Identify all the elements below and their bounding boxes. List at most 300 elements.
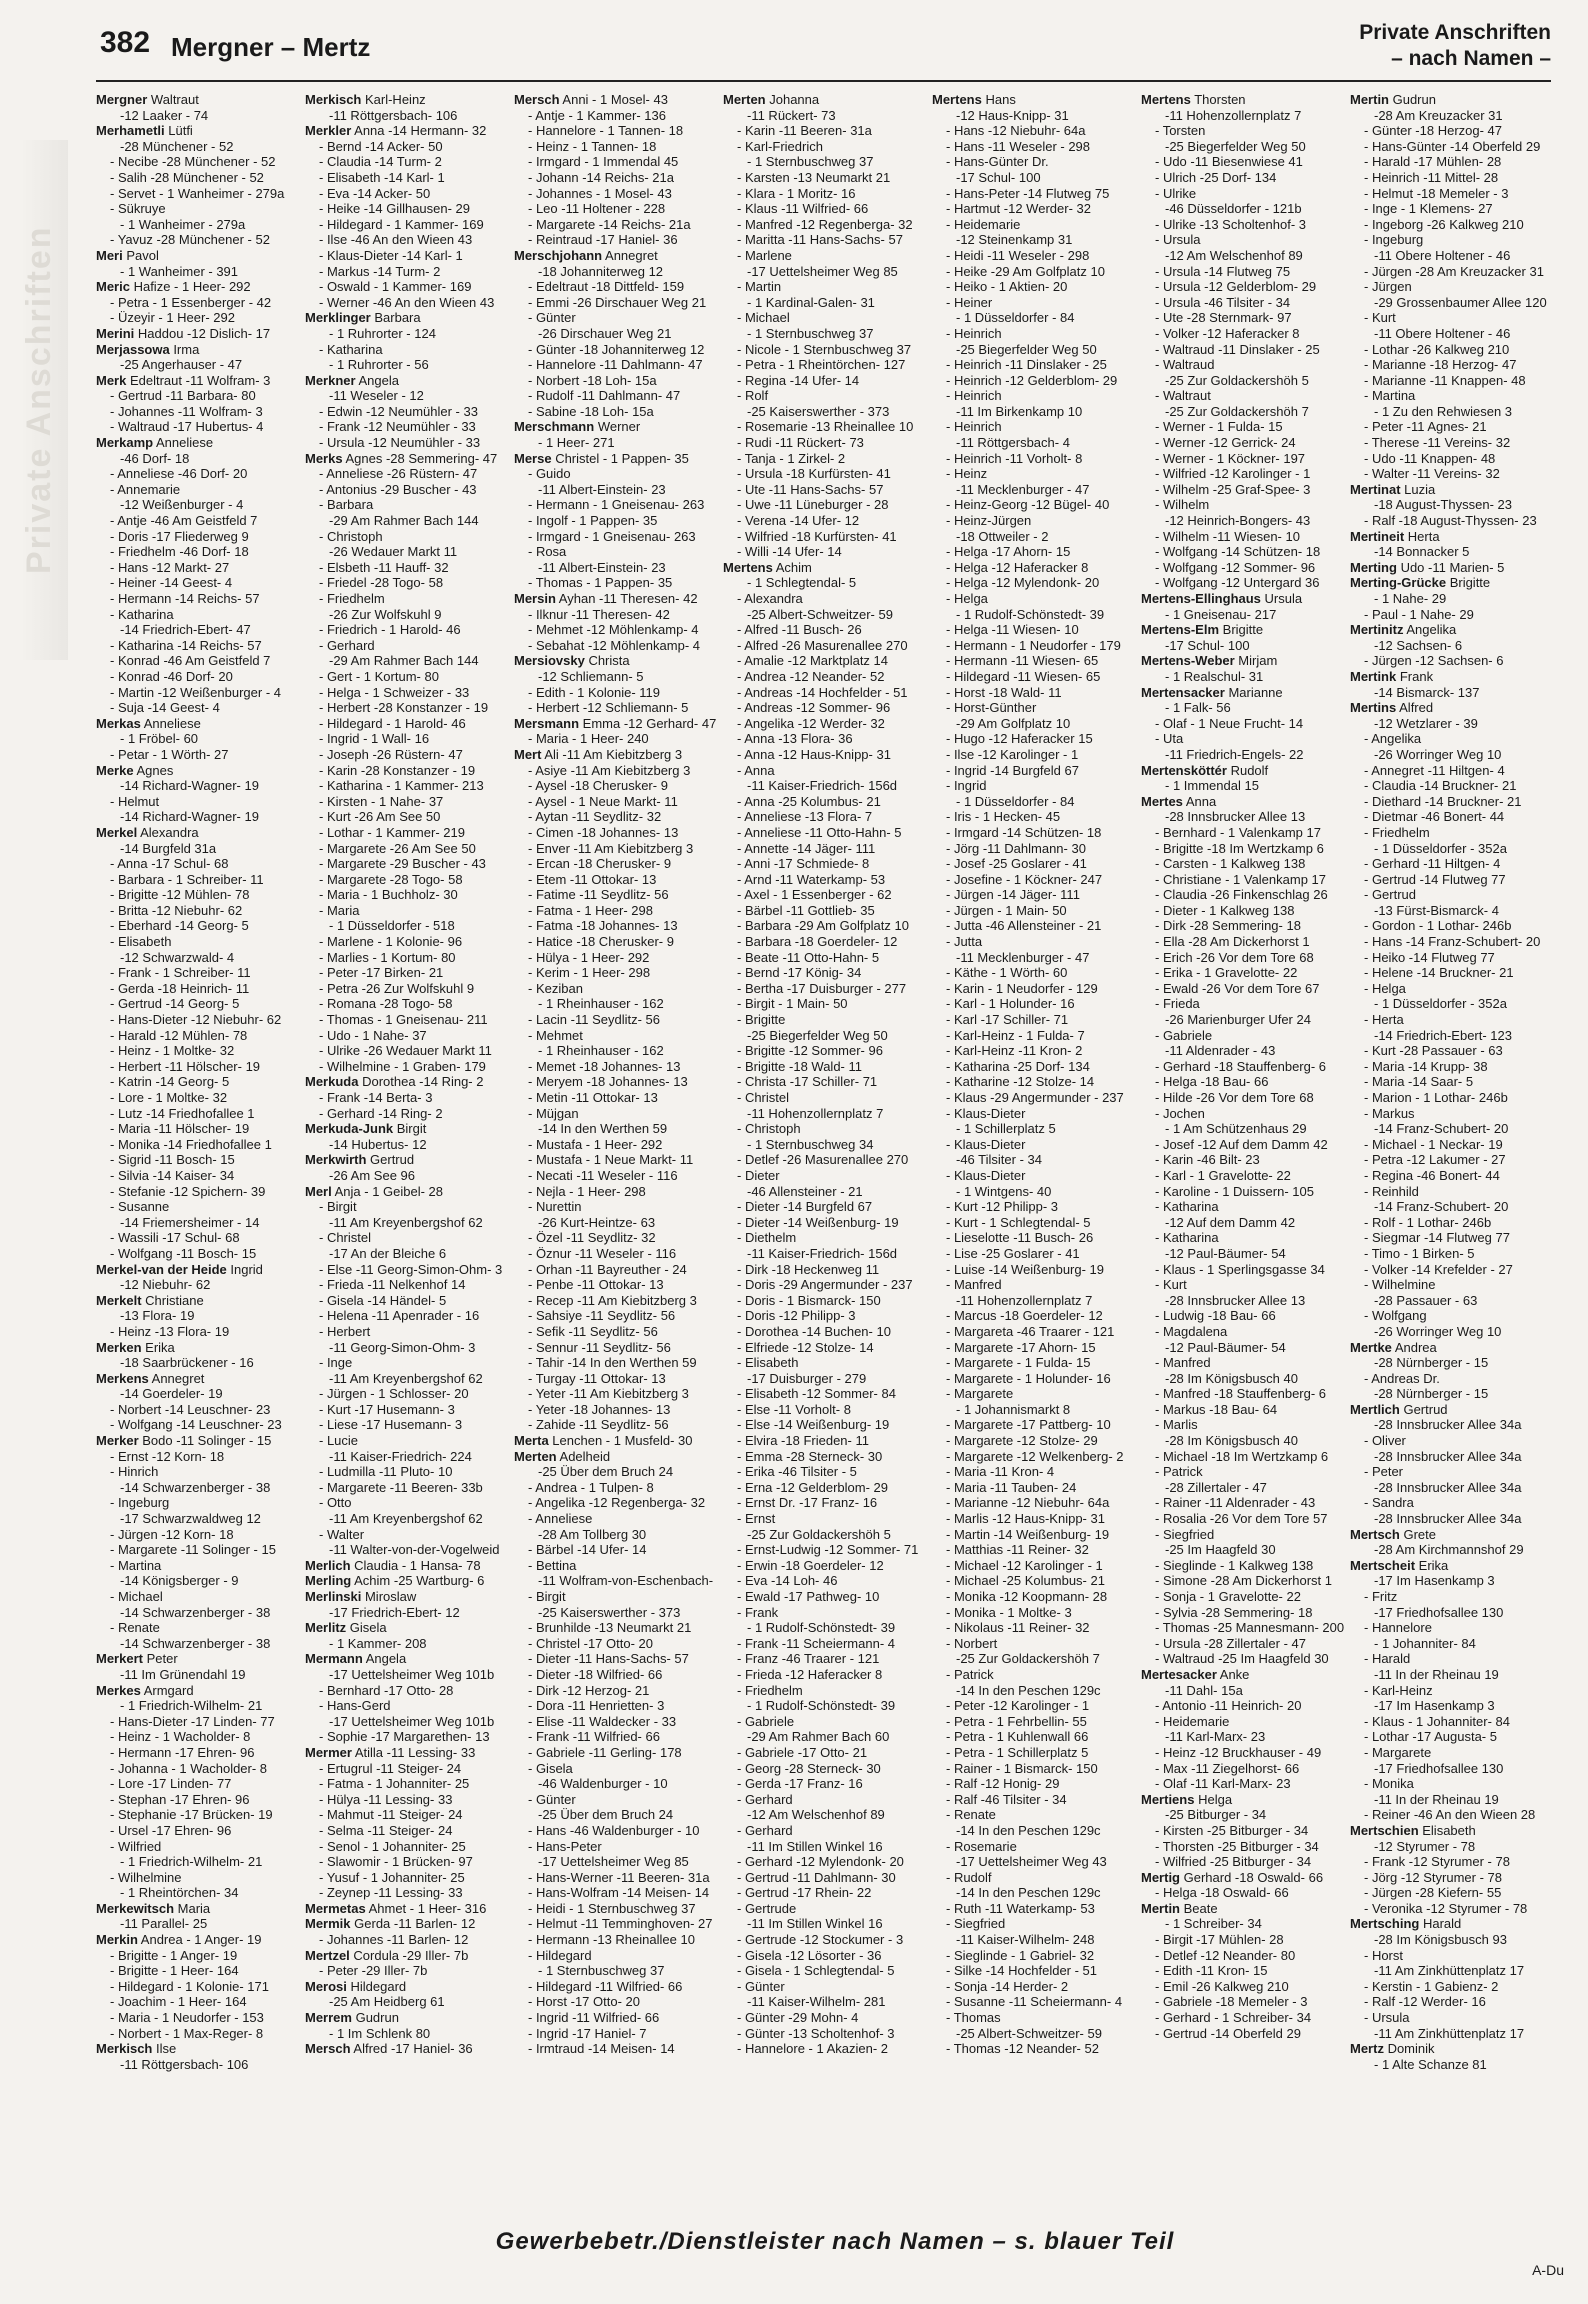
directory-entry: - Edwin -12 Neumühler - 33 — [319, 403, 478, 419]
directory-entry: - Heiner -14 Geest- 4 — [110, 575, 233, 591]
surname: Mertens — [1141, 92, 1191, 107]
directory-entry: - Lothar - 1 Kammer- 219 — [319, 824, 465, 840]
directory-entry: - Cimen -18 Johannes- 13 — [528, 824, 679, 840]
directory-entry-surname — [305, 2010, 510, 2026]
directory-entry-address: - 1 Heer- 271 — [538, 435, 615, 451]
directory-entry-address: -25 Albert-Schweitzer- 59 — [956, 2025, 1102, 2041]
directory-entry: - Christiane - 1 Valenkamp 17 — [1155, 871, 1327, 887]
directory-entry: - Helmut -11 Temminghoven- 27 — [528, 1916, 713, 1932]
spine-tab: Private Anschriften — [20, 140, 68, 660]
directory-entry-address: -14 Friedrich-Ebert- 47 — [120, 622, 251, 638]
directory-entry-address: - 1 Ruhrorter - 124 — [329, 325, 436, 341]
directory-entry: - Mehmet -12 Möhlenkamp- 4 — [528, 622, 699, 638]
surname: Merkens — [96, 1370, 149, 1386]
directory-entry-address: -11 Am Kreyenbergshof 62 — [329, 1370, 483, 1386]
directory-entry: - Udo - 1 Nahe- 37 — [319, 1027, 427, 1043]
directory-entry: - Maria - 1 Neudorfer - 153 — [110, 2010, 264, 2026]
directory-entry: - Ercan -18 Cherusker- 9 — [528, 856, 672, 872]
directory-entry: - Horst -17 Otto- 20 — [528, 1994, 640, 2010]
directory-entry-surname — [96, 123, 301, 139]
directory-entry: - Brigitte — [737, 1012, 786, 1028]
directory-entry-address: -12 Paul-Bäumer- 54 — [1165, 1245, 1286, 1261]
surname: Mersch — [305, 2041, 351, 2057]
directory-entry-address: -28 Innsbrucker Allee 13 — [1165, 1292, 1306, 1308]
directory-entry-address: -28 Zillertaler - 47 — [1165, 1479, 1267, 1495]
directory-entry: - Ernst — [737, 1511, 776, 1527]
directory-entry-address: -11 Parallel- 25 — [120, 1916, 208, 1932]
entry-detail: Barbara — [370, 310, 421, 326]
directory-entry: - Memet -18 Johannes- 13 — [528, 1058, 681, 1074]
directory-entry: - Gertrud -17 Rhein- 22 — [737, 1885, 872, 1901]
surname: Merkewitsch — [96, 1900, 175, 1916]
directory-entry-address: -26 Worringer Weg 10 — [1374, 746, 1502, 762]
directory-entry: - Hugo -12 Haferacker 15 — [946, 731, 1093, 747]
directory-entry: - Brigitte -18 Im Wertzkamp 6 — [1155, 840, 1324, 856]
entry-detail: Dominik — [1383, 2041, 1435, 2057]
directory-entry: - Hans-Werner -11 Beeren- 31a — [528, 1869, 710, 1885]
directory-entry-address: -12 Paul-Bäumer- 54 — [1165, 1339, 1286, 1355]
entry-detail: Cordula -29 Iller- 7b — [349, 1947, 469, 1963]
directory-entry: - Sandra — [1364, 1495, 1414, 1511]
directory-entry: - Joseph -26 Rüstern- 47 — [319, 746, 463, 762]
directory-entry-address: -17 An der Bleiche 6 — [329, 1245, 447, 1261]
directory-entry-surname — [1350, 1527, 1551, 1543]
directory-entry: - Irmgard - 1 Immendal 45 — [528, 154, 679, 170]
directory-entry-address: - 1 Johannismarkt 8 — [956, 1401, 1071, 1417]
directory-entry-address: -26 Wedauer Markt 11 — [329, 544, 458, 560]
directory-entry: - Ingrid -11 Wilfried- 66 — [528, 2010, 660, 2026]
directory-entry: - Gerhard -12 Mylendonk- 20 — [737, 1854, 904, 1870]
surname: Merta — [514, 1433, 549, 1449]
directory-entry: - Rosemarie — [946, 1838, 1017, 1854]
directory-entry-surname — [1141, 794, 1346, 810]
directory-entry-address: -14 In den Peschen 129c — [956, 1885, 1101, 1901]
directory-entry: - Jürgen -28 Kiefern- 55 — [1364, 1885, 1502, 1901]
directory-entry-address: - 1 Schillerplatz 5 — [956, 1121, 1056, 1137]
directory-entry: - Reinhild — [1364, 1183, 1419, 1199]
surname: Mermer — [305, 1744, 352, 1760]
surname: Merrem — [305, 2010, 352, 2026]
directory-entry: - Peter -29 Iller- 7b — [319, 1963, 428, 1979]
directory-entry: - Maritta -11 Hans-Sachs- 57 — [737, 232, 903, 248]
directory-entry: - Helga -12 Mylendonk- 20 — [946, 575, 1100, 591]
directory-entry-address: - 1 Immendal 15 — [1165, 778, 1259, 794]
directory-entry: - Edith -11 Kron- 15 — [1155, 1963, 1268, 1979]
directory-entry: - Inge — [319, 1355, 353, 1371]
directory-entry-address: - 1 Düsseldorfer - 84 — [956, 793, 1075, 809]
directory-entry: - Rudi -11 Rückert- 73 — [737, 435, 864, 451]
surname: Merjassowa — [96, 341, 170, 357]
directory-entry: - Brigitte - 1 Anger- 19 — [110, 1947, 238, 1963]
directory-column — [1350, 92, 1551, 2202]
surname: Merkel-van der Heide — [96, 1261, 227, 1277]
directory-entry: - Wolfgang — [1364, 1308, 1427, 1324]
directory-entry: - Ilse -12 Karolinger - 1 — [946, 746, 1079, 762]
directory-entry: - Anneliese -26 Rüstern- 47 — [319, 466, 478, 482]
directory-entry: - Ursula -28 Zillertaler - 47 — [1155, 1635, 1306, 1651]
directory-entry: - Verena -14 Ufer- 12 — [737, 513, 860, 529]
directory-entry: - Heinrich -11 Dinslaker - 25 — [946, 357, 1107, 373]
directory-entry: - Selma -11 Steiger- 24 — [319, 1822, 453, 1838]
directory-entry: - Margarete -12 Stolze- 29 — [946, 1433, 1098, 1449]
directory-entry: - Frank -14 Berta- 3 — [319, 1090, 433, 1105]
directory-entry-address: -13 Fürst-Bismarck- 4 — [1374, 902, 1499, 918]
directory-entry: - Antonio -11 Heinrich- 20 — [1155, 1698, 1302, 1714]
entry-detail: Anni - 1 Mosel- 43 — [559, 92, 668, 107]
directory-entry-address: -17 Uettelsheimer Weg 101b — [329, 1666, 495, 1682]
directory-entry: - Helga -12 Haferacker 8 — [946, 559, 1089, 575]
entry-detail: Angela — [355, 372, 399, 388]
directory-entry: - Markus -18 Bau- 64 — [1155, 1401, 1278, 1417]
entry-detail: Lenchen - 1 Musfeld- 30 — [548, 1433, 693, 1449]
directory-entry: - Gertrud — [1364, 887, 1417, 903]
directory-entry: - Siegmar -14 Flutweg 77 — [1364, 1230, 1510, 1246]
entry-detail: Brigitte — [1446, 575, 1491, 591]
directory-entry: - Sahsiye -11 Seydlitz- 56 — [528, 1308, 676, 1324]
directory-entry: - Angelika -12 Werder- 32 — [737, 715, 885, 731]
directory-entry: - Birgit -17 Mühlen- 28 — [1155, 1932, 1284, 1948]
directory-entry-surname — [305, 1573, 510, 1589]
directory-column — [723, 92, 928, 2202]
directory-entry: - Kurt -12 Philipp- 3 — [946, 1199, 1058, 1215]
directory-entry-address: - 1 Rheinhauser - 162 — [538, 996, 664, 1012]
directory-entry: - Gerhard — [319, 637, 375, 653]
directory-entry-address: -28 Am Tollberg 30 — [538, 1526, 647, 1542]
directory-entry-surname — [1141, 591, 1346, 607]
surname: Mertens — [932, 92, 982, 107]
directory-entry-address: -25 Am Heidberg 61 — [329, 1994, 445, 2010]
directory-entry-address: - 1 Kammer- 208 — [329, 1635, 427, 1651]
directory-entry: - Willi -14 Ufer- 14 — [737, 544, 842, 560]
directory-entry: - Annegret -11 Hiltgen- 4 — [1364, 762, 1505, 778]
directory-entry: - Britta -12 Niebuhr- 62 — [110, 902, 243, 918]
directory-entry: - Elisabeth — [737, 1355, 799, 1371]
directory-entry-address: -26 Marienburger Ufer 24 — [1165, 1012, 1311, 1028]
directory-entry: - Kerim - 1 Heer- 298 — [528, 965, 651, 981]
directory-entry-surname — [514, 747, 719, 763]
directory-entry-address: -11 Im Stillen Winkel 16 — [747, 1916, 883, 1932]
directory-entry: - Hans-Dieter -17 Linden- 77 — [110, 1713, 275, 1729]
surname: Merkert — [96, 1651, 143, 1667]
directory-entry: - Frieda — [1155, 996, 1200, 1012]
surname: Mertink — [1350, 668, 1397, 684]
directory-entry-address: - 1 Sternbuschweg 37 — [747, 325, 874, 341]
directory-entry-address: - 1 Rheinhauser - 162 — [538, 1043, 664, 1059]
directory-entry-address: - 1 Rudolf-Schönstedt- 39 — [747, 1620, 896, 1636]
entry-detail: Claudia - 1 Hansa- 78 — [350, 1557, 481, 1573]
directory-entry-surname — [1350, 1558, 1551, 1574]
directory-entry: - Ingrid - 1 Wall- 16 — [319, 731, 430, 747]
directory-entry: - Maria -11 Hölscher- 19 — [110, 1121, 250, 1137]
directory-entry: - Anneliese -11 Otto-Hahn- 5 — [737, 824, 902, 840]
directory-entry-surname — [96, 248, 301, 264]
directory-entry: - Dorothea -14 Buchen- 10 — [737, 1323, 891, 1339]
directory-entry: - Manfred -12 Regenberga- 32 — [737, 216, 913, 232]
directory-entry: - Petra - 1 Kuhlenwall 66 — [946, 1729, 1089, 1745]
directory-entry: - Lore - 1 Moltke- 32 — [110, 1090, 228, 1105]
surname: Meric — [96, 279, 130, 295]
directory-entry: - Monika -14 Friedhofallee 1 — [110, 1136, 272, 1152]
directory-entry: - Helene -14 Bruckner- 21 — [1364, 965, 1514, 981]
surname: Merker — [96, 1433, 139, 1449]
directory-entry: - Senol - 1 Johanniter- 25 — [319, 1838, 466, 1854]
directory-entry: - Erwin -18 Goerdeler- 12 — [737, 1557, 884, 1573]
directory-entry: - Anneliese -13 Flora- 7 — [737, 809, 873, 825]
directory-entry-surname — [1350, 1823, 1551, 1839]
directory-entry: - Klaus-Dieter — [946, 1167, 1026, 1183]
directory-entry: - Norbert - 1 Max-Reger- 8 — [110, 2025, 264, 2041]
directory-entry: - Heinz - 1 Wacholder- 8 — [110, 1729, 251, 1745]
directory-entry: - Wolfgang -14 Leuschner- 23 — [110, 1417, 282, 1433]
directory-entry: - Bernd -14 Acker- 50 — [319, 138, 443, 154]
entry-detail: Atilla -11 Lessing- 33 — [351, 1744, 476, 1760]
directory-entry-address: - 1 Rudolf-Schönstedt- 39 — [747, 1698, 896, 1714]
entry-detail: Gertrud — [366, 1152, 415, 1168]
directory-entry: - Wilfried -12 Karolinger - 1 — [1155, 466, 1311, 482]
directory-entry: - Thomas — [946, 2010, 1001, 2026]
directory-entry: - Birgit - 1 Main- 50 — [737, 996, 848, 1012]
directory-entry-address: - 1 Kardinal-Galen- 31 — [747, 294, 875, 310]
surname: Merkas — [96, 715, 141, 731]
directory-entry-address: -12 Am Welschenhof 89 — [1165, 247, 1303, 263]
directory-entry: - Gisela — [528, 1760, 573, 1776]
directory-entry: - Eva -14 Acker- 50 — [319, 185, 431, 201]
directory-entry: - Salih -28 Münchener - 52 — [110, 169, 264, 185]
directory-entry-address: -11 Weseler - 12 — [329, 388, 424, 404]
directory-entry: - Ursula -46 Tilsiter - 34 — [1155, 294, 1291, 310]
directory-entry: - Emma -28 Sterneck- 30 — [737, 1448, 883, 1464]
entry-detail: Herta — [1404, 528, 1440, 544]
directory-entry-address: -11 Röttgersbach- 106 — [120, 2056, 249, 2072]
directory-entry: - Ulrich -25 Dorf- 134 — [1155, 169, 1277, 185]
directory-entry: - Else -11 Vorholt- 8 — [737, 1401, 851, 1417]
directory-entry: - Marcus -18 Goerdeler- 12 — [946, 1308, 1103, 1324]
directory-entry: - Hermann - 1 Neudorfer - 179 — [946, 637, 1121, 653]
directory-entry: - Udo -11 Knappen- 48 — [1364, 450, 1496, 466]
directory-entry: - Diethelm — [737, 1230, 797, 1246]
directory-entry: - Ingrid — [946, 778, 987, 794]
directory-entry-address: - 1 Düsseldorfer - 352a — [1374, 996, 1507, 1012]
entry-detail: Christa — [584, 653, 630, 669]
directory-entry-address: -11 Obere Holtener - 46 — [1374, 247, 1511, 263]
directory-entry: - Sylvia -28 Semmering- 18 — [1155, 1604, 1313, 1620]
surname: Mertke — [1350, 1339, 1392, 1355]
directory-entry: - Markus -14 Turm- 2 — [319, 263, 441, 279]
directory-entry: - Konrad -46 Am Geistfeld 7 — [110, 653, 271, 669]
directory-entry: - Anni -17 Schmiede- 8 — [737, 856, 870, 872]
directory-entry: - Ernst Dr. -17 Franz- 16 — [737, 1495, 878, 1511]
directory-entry-address: -14 Friedrich-Ebert- 123 — [1374, 1027, 1512, 1043]
running-title: Mergner – Mertz — [171, 32, 371, 62]
directory-entry-address: -18 Ottweiler - 2 — [956, 528, 1049, 544]
directory-entry: - Elisabeth — [110, 934, 172, 950]
directory-entry-address: -11 Georg-Simon-Ohm- 3 — [329, 1339, 476, 1355]
directory-entry: - Franz -46 Traarer - 121 — [737, 1651, 880, 1667]
directory-entry-address: -14 Schwarzenberger - 38 — [120, 1635, 271, 1651]
directory-entry: - Klaus-Dieter — [946, 1136, 1026, 1152]
directory-entry: - Brigitte -12 Sommer- 96 — [737, 1043, 883, 1059]
directory-entry-surname — [96, 1901, 301, 1917]
directory-entry: - Ursel -17 Ehren- 96 — [110, 1822, 232, 1838]
directory-entry-address: -29 Grossenbaumer Allee 120 — [1374, 294, 1547, 310]
directory-entry: - Käthe - 1 Wörth- 60 — [946, 965, 1068, 981]
surname: Mermann — [305, 1651, 363, 1667]
directory-entry-surname — [1141, 1792, 1346, 1808]
directory-entry: - Johann -14 Reichs- 21a — [528, 169, 674, 185]
directory-entry: - Bernd -17 König- 34 — [737, 965, 862, 981]
section-title — [1359, 20, 1551, 72]
entry-detail: Ayhan -11 Theresen- 42 — [555, 591, 698, 606]
surname: Merk — [96, 372, 127, 388]
directory-entry-address: -28 Nürnberger - 15 — [1374, 1386, 1489, 1402]
directory-entry: - Veronika -12 Styrumer - 78 — [1364, 1900, 1528, 1916]
directory-entry: - Fatma -18 Johannes- 13 — [528, 918, 678, 934]
directory-entry-address: -28 Innsbrucker Allee 34a — [1374, 1479, 1522, 1495]
directory-entry-address: - 1 Nahe- 29 — [1374, 591, 1447, 606]
directory-entry: - Petra -12 Lakumer - 27 — [1364, 1152, 1506, 1168]
directory-entry-address: -25 Zur Goldackershöh 7 — [956, 1651, 1100, 1667]
directory-entry-address: - 1 Johanniter- 84 — [1374, 1635, 1476, 1651]
directory-entry: - Thorsten -25 Bitburger - 34 — [1155, 1838, 1319, 1854]
directory-entry: - Bärbel -14 Ufer- 14 — [528, 1542, 647, 1558]
directory-entry-address: -14 In den Peschen 129c — [956, 1822, 1101, 1838]
entry-detail: Maria — [174, 1900, 211, 1916]
surname: Merkin — [96, 1932, 138, 1948]
directory-entry-address: -12 Styrumer - 78 — [1374, 1838, 1476, 1854]
directory-entry-address: -28 Im Königsbusch 40 — [1165, 1370, 1298, 1386]
directory-entry: - Aytan -11 Seydlitz- 32 — [528, 809, 662, 825]
directory-entry-address: -11 Röttgersbach- 106 — [329, 107, 458, 123]
directory-entry-address: -25 Biegerfelder Weg 50 — [956, 341, 1097, 357]
surname: Merkner — [305, 372, 356, 388]
directory-entry-address: - 1 Fröbel- 60 — [120, 731, 199, 747]
directory-entry-address: -12 Heinrich-Bongers- 43 — [1165, 513, 1311, 529]
directory-entry-surname — [96, 763, 301, 779]
directory-entry: - Stephanie -17 Brücken- 19 — [110, 1807, 273, 1823]
entry-detail: Achim -25 Wartburg- 6 — [351, 1573, 485, 1589]
directory-entry: - Joachim - 1 Heer- 164 — [110, 1994, 247, 2010]
directory-entry-address: -11 Obere Holtener - 46 — [1374, 325, 1511, 341]
directory-entry-address: -11 Am Zinkhüttenplatz 17 — [1374, 1963, 1525, 1979]
surname: Mermik — [305, 1916, 351, 1932]
entry-detail: Dorothea -14 Ring- 2 — [358, 1074, 484, 1090]
directory-entry: - Oliver — [1364, 1433, 1406, 1449]
surname: Mermetas — [305, 1900, 366, 1916]
directory-entry: - Horst-Günther — [946, 700, 1037, 716]
directory-entry: - Sefik -11 Seydlitz- 56 — [528, 1323, 658, 1339]
surname: Mertinat — [1350, 481, 1401, 497]
directory-entry: - Karl-Heinz -11 Kron- 2 — [946, 1043, 1083, 1059]
directory-entry-address: -11 Hohenzollernplatz 7 — [956, 1292, 1093, 1308]
directory-entry: - Elisabeth -12 Sommer- 84 — [737, 1386, 896, 1402]
directory-entry-address: -46 Dorf- 18 — [120, 450, 190, 466]
directory-entry-address: -17 Im Hasenkamp 3 — [1374, 1698, 1495, 1714]
directory-entry-address: - 1 Gneisenau- 217 — [1165, 606, 1277, 622]
directory-entry-address: -28 Im Königsbusch 93 — [1374, 1932, 1507, 1948]
directory-entry: - Martin — [737, 279, 782, 295]
directory-entry: - Günter -29 Mohn- 4 — [737, 2010, 859, 2026]
directory-entry-address: -28 Münchener - 52 — [120, 138, 234, 154]
directory-entry: - Stephan -17 Ehren- 96 — [110, 1791, 250, 1807]
directory-entry: - Wilfried -25 Bitburger - 34 — [1155, 1854, 1312, 1870]
directory-entry-address: -11 Karl-Marx- 23 — [1165, 1729, 1266, 1745]
directory-entry: - Heinrich — [946, 325, 1002, 341]
directory-entry: - Sonja -14 Herder- 2 — [946, 1978, 1069, 1994]
directory-entry: - Günter — [737, 1978, 785, 1994]
directory-entry: - Silke -14 Hochfelder - 51 — [946, 1963, 1098, 1979]
directory-entry: - Irmgard -14 Schützen- 18 — [946, 824, 1102, 840]
directory-entry-address: -28 Nürnberger - 15 — [1374, 1355, 1489, 1371]
directory-entry: - Michael -12 Karolinger - 1 — [946, 1557, 1103, 1573]
directory-entry: - Gerda -18 Heinrich- 11 — [110, 980, 250, 996]
directory-entry: - Nejla - 1 Heer- 298 — [528, 1183, 646, 1199]
directory-entry: - Martin -12 Weißenburger - 4 — [110, 684, 281, 700]
directory-entry: - Annette -14 Jäger- 111 — [737, 840, 876, 856]
directory-entry: - Antonius -29 Buscher - 43 — [319, 481, 477, 497]
directory-entry: - Ute -28 Sternmark- 97 — [1155, 310, 1292, 326]
directory-entry-address: -18 Saarbrückener - 16 — [120, 1355, 254, 1371]
directory-entry: - Maria -11 Kron- 4 — [946, 1464, 1055, 1480]
directory-entry: - Petra - 1 Essenberger - 42 — [110, 294, 272, 310]
directory-entry: - Slawomir - 1 Brücken- 97 — [319, 1854, 473, 1870]
entry-detail: Luzia — [1400, 481, 1436, 497]
directory-entry: - Heinz -12 Bruckhauser - 49 — [1155, 1744, 1322, 1760]
directory-entry: - Thomas -12 Neander- 52 — [946, 2041, 1099, 2057]
directory-entry: - Frank - 1 Schreiber- 11 — [110, 965, 251, 981]
directory-entry: - Hatice -18 Cherusker- 9 — [528, 934, 674, 950]
directory-entry: - Friedhelm — [1364, 824, 1430, 840]
directory-entry: - Renate — [946, 1807, 996, 1823]
surname: Merkamp — [96, 435, 154, 451]
directory-entry: - Katharina — [319, 341, 383, 357]
directory-entry: - Lutz -14 Friedhofallee 1 — [110, 1105, 255, 1121]
directory-entry-address: -14 Hubertus- 12 — [329, 1136, 427, 1152]
directory-entry: - Lucie — [319, 1433, 359, 1449]
directory-entry: - Uta — [1155, 731, 1184, 747]
directory-entry: - Sebahat -12 Möhlenkamp- 4 — [528, 637, 700, 653]
directory-entry: - Frieda -12 Haferacker 8 — [737, 1666, 883, 1682]
entry-detail: Ilse — [152, 2041, 177, 2057]
directory-entry: - Karin - 1 Neudorfer - 129 — [946, 980, 1098, 996]
directory-entry-surname — [1350, 529, 1551, 545]
entry-detail: Ahmet - 1 Heer- 316 — [365, 1900, 487, 1916]
entry-detail: Alfred — [1396, 700, 1434, 716]
directory-entry: - Mehmet — [528, 1027, 583, 1043]
directory-entry: - Hülya - 1 Heer- 292 — [528, 949, 650, 965]
entry-detail: Pavol — [122, 247, 159, 263]
directory-entry: - Manfred — [946, 1277, 1002, 1293]
surname: Mertesacker — [1141, 1666, 1217, 1682]
directory-entry: - Gisela -12 Lösorter - 36 — [737, 1947, 882, 1963]
entry-detail: Peter — [142, 1651, 178, 1667]
directory-entry: - Wilhelm — [1155, 497, 1210, 513]
surname: Mertens-Elm — [1141, 622, 1220, 638]
directory-entry-address: -26 Am See 96 — [329, 1167, 415, 1183]
directory-entry: - Friedhelm -46 Dorf- 18 — [110, 544, 249, 560]
entry-detail: Waltraut — [147, 92, 199, 107]
directory-entry: - Anneliese -46 Dorf- 20 — [110, 466, 248, 482]
directory-entry: - Hermann -13 Rheinallee 10 — [528, 1932, 695, 1948]
entry-detail: Ingrid — [226, 1261, 263, 1277]
directory-entry-address: -25 Über dem Bruch 24 — [538, 1464, 674, 1480]
directory-entry-surname — [1141, 92, 1346, 108]
directory-entry: - Ingeburg — [110, 1495, 170, 1511]
surname: Merting — [1350, 559, 1397, 575]
directory-entry: - Maria -14 Krupp- 38 — [1364, 1058, 1488, 1074]
surname: Mertsching — [1350, 1916, 1420, 1932]
directory-entry: - Yeter -11 Am Kiebitzberg 3 — [528, 1386, 689, 1402]
surname: Merkuda — [305, 1074, 359, 1090]
